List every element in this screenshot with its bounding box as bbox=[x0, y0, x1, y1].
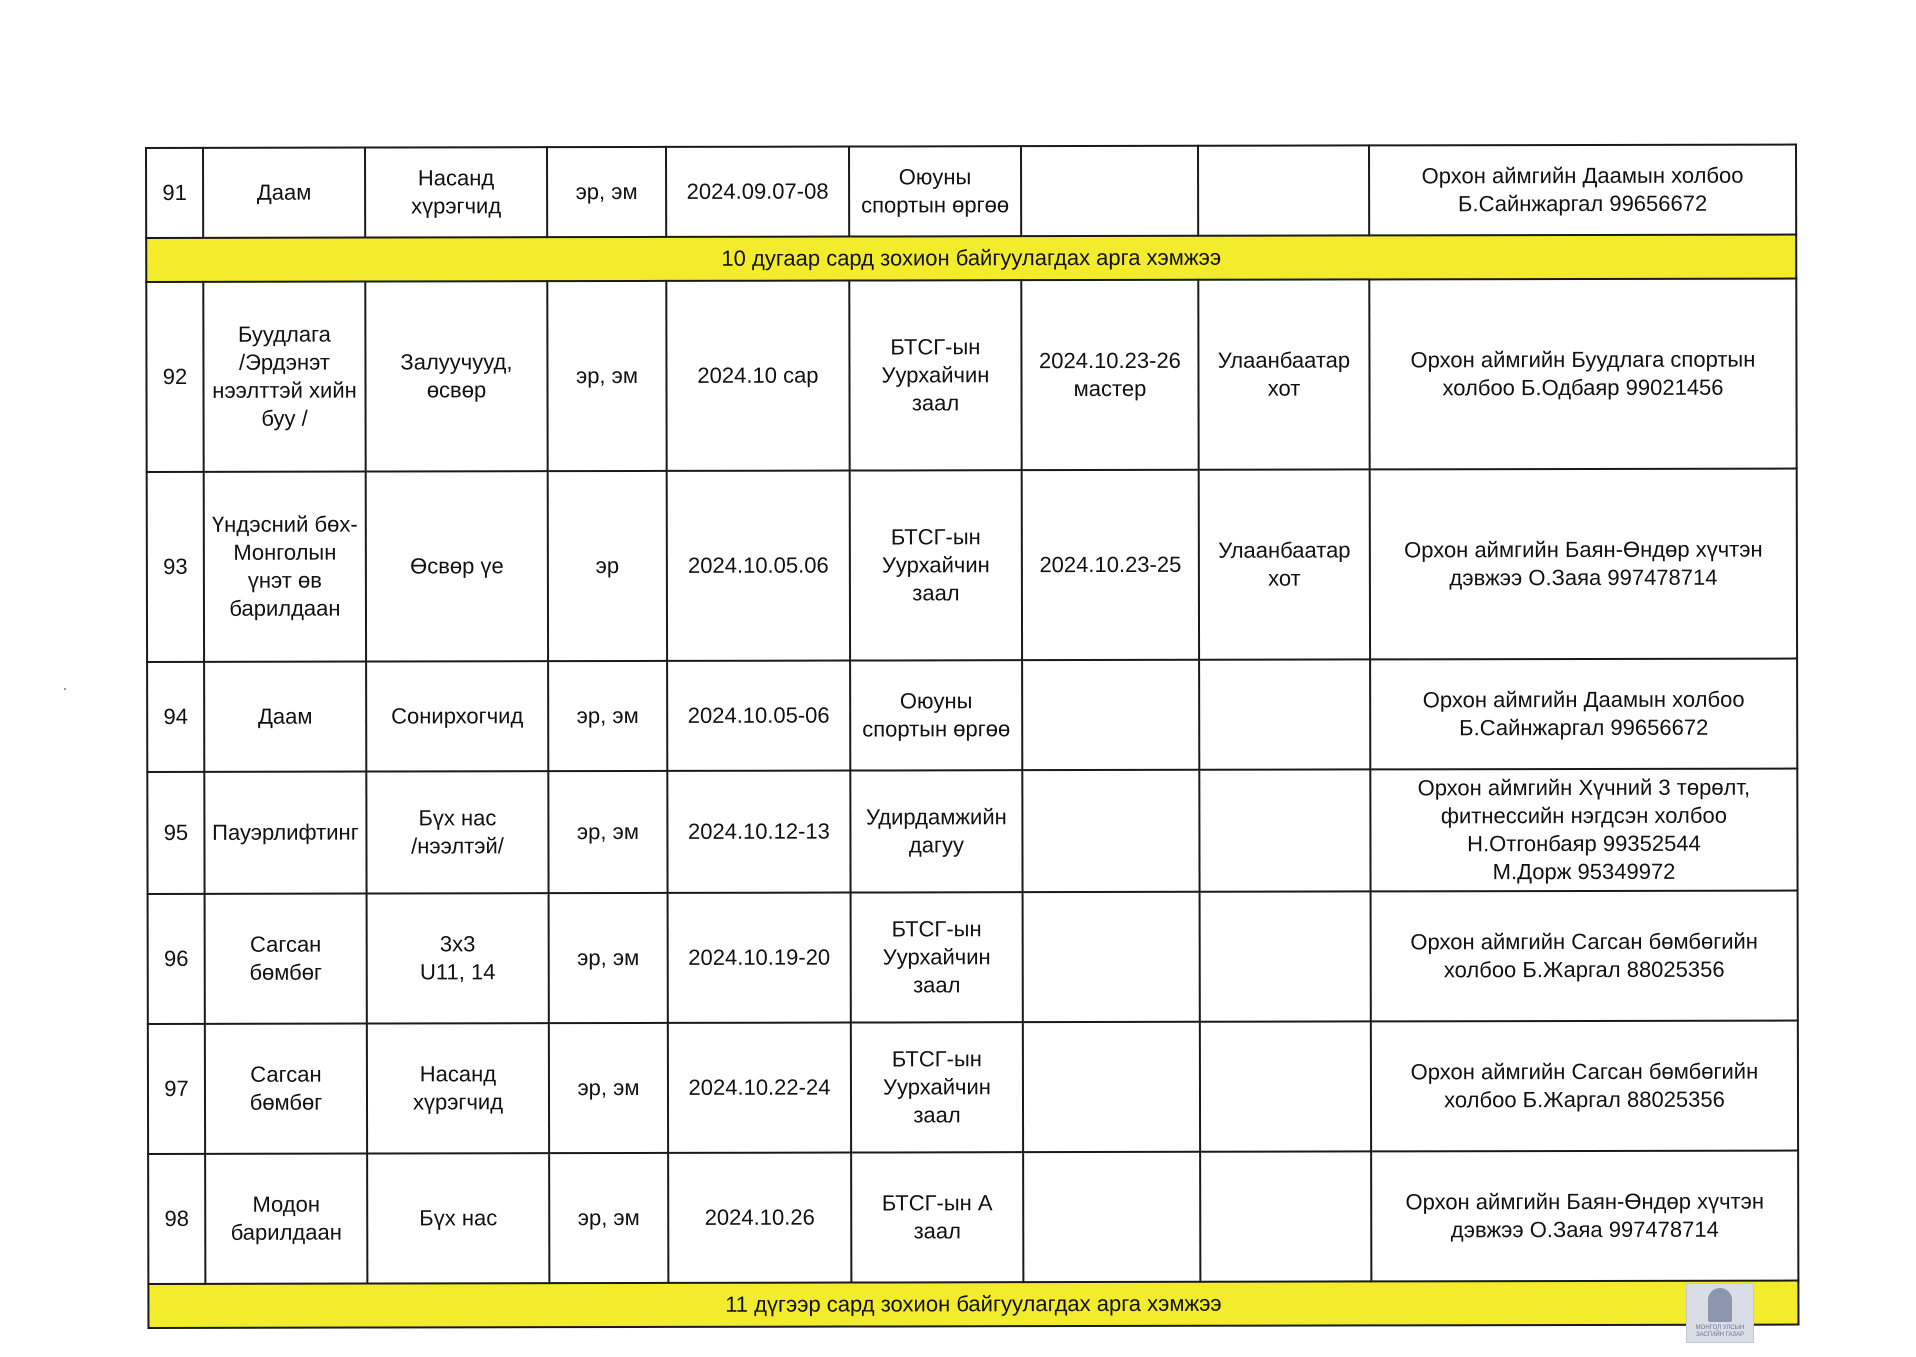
cell-gender: эр bbox=[548, 471, 667, 661]
cell-venue: БТСГ-ын Уурхайчин заал bbox=[850, 470, 1022, 660]
cell-date: 2024.10 сар bbox=[666, 281, 849, 471]
cell-gender: эр, эм bbox=[547, 147, 666, 237]
cell-venue: Оюуны спортын өргөө bbox=[850, 660, 1022, 770]
events-table bbox=[145, 144, 1799, 1329]
cell-higher-date bbox=[1023, 1152, 1200, 1282]
cell-gender: эр, эм bbox=[549, 1023, 668, 1153]
month-header-october: 10 дугаар сард зохион байгуулагдах арга хэмжээ bbox=[146, 235, 1796, 282]
table-row bbox=[147, 469, 1797, 662]
table-row bbox=[148, 891, 1798, 1024]
cell-gender: эр, эм bbox=[547, 281, 666, 471]
cell-organizer: Орхон аймгийн Даамын холбоо Б.Сайнжаргал 99656672 bbox=[1370, 659, 1797, 770]
cell-organizer: Орхон аймгийн Сагсан бөмбөгийн холбоо Б.Жаргал 88025356 bbox=[1371, 891, 1798, 1022]
table-row bbox=[147, 769, 1797, 894]
table-row bbox=[148, 1021, 1798, 1154]
cell-number: 91 bbox=[146, 148, 203, 238]
table-row bbox=[146, 279, 1796, 472]
cell-higher-date bbox=[1022, 660, 1199, 770]
cell-gender: эр, эм bbox=[549, 893, 668, 1023]
table-row bbox=[148, 1151, 1798, 1284]
cell-higher-place bbox=[1200, 1151, 1371, 1281]
cell-participants: Насанд хүрэгчид bbox=[367, 1023, 549, 1153]
cell-higher-place bbox=[1200, 1021, 1371, 1151]
cell-organizer: Орхон аймгийн Даамын холбоо Б.Сайнжаргал 99656672 bbox=[1369, 145, 1796, 236]
cell-organizer: Орхон аймгийн Буудлага спортын холбоо Б.Одбаяр 99021456 bbox=[1369, 279, 1796, 470]
cell-date: 2024.09.07-08 bbox=[666, 147, 849, 237]
cell-venue: Оюуны спортын өргөө bbox=[849, 146, 1021, 236]
cell-venue: БТСГ-ын А заал bbox=[851, 1152, 1023, 1282]
cell-sport: Буудлага /Эрдэнэт нээлттэй хийн буу / bbox=[203, 282, 365, 472]
cell-number: 97 bbox=[148, 1024, 205, 1154]
cell-number: 98 bbox=[148, 1154, 205, 1284]
cell-number: 93 bbox=[147, 472, 204, 662]
cell-sport: Даам bbox=[204, 662, 366, 772]
cell-higher-date bbox=[1021, 146, 1198, 236]
scan-speck bbox=[64, 688, 66, 690]
cell-date: 2024.10.22-24 bbox=[668, 1023, 851, 1153]
cell-sport: Сагсан бөмбөг bbox=[205, 894, 367, 1024]
cell-gender: эр, эм bbox=[549, 1153, 668, 1283]
cell-organizer: Орхон аймгийн Баян-Өндөр хүчтэн дэвжээ О.Заяа 997478714 bbox=[1370, 469, 1797, 660]
cell-sport: Пауэрлифтинг bbox=[204, 772, 366, 894]
cell-sport: Сагсан бөмбөг bbox=[205, 1024, 367, 1154]
cell-organizer: Орхон аймгийн Хүчний 3 төрөлт, фитнессийн нэгдсэн холбоо Н.Отгонбаяр 99352544 М.Дорж 95349972 bbox=[1370, 769, 1797, 892]
cell-higher-place bbox=[1199, 659, 1370, 769]
cell-number: 92 bbox=[146, 282, 203, 472]
cell-higher-date bbox=[1022, 770, 1199, 892]
cell-higher-place bbox=[1198, 145, 1369, 235]
cell-higher-date bbox=[1023, 892, 1200, 1022]
emblem-caption: МОНГОЛ УЛСЫН ЗАСГИЙН ГАЗАР bbox=[1695, 1325, 1745, 1338]
table-row bbox=[146, 145, 1796, 238]
cell-participants: 3х3 U11, 14 bbox=[367, 893, 549, 1023]
cell-participants: Насанд хүрэгчид bbox=[365, 147, 547, 237]
cell-participants: Бүх нас /нээлтэй/ bbox=[366, 771, 548, 893]
cell-organizer: Орхон аймгийн Баян-Өндөр хүчтэн дэвжээ О.Заяа 997478714 bbox=[1371, 1151, 1798, 1282]
cell-sport: Үндэсний бөх- Монголын үнэт өв барилдаан bbox=[204, 472, 366, 662]
cell-higher-place bbox=[1199, 769, 1370, 891]
emblem-mark bbox=[1708, 1288, 1732, 1322]
cell-organizer: Орхон аймгийн Сагсан бөмбөгийн холбоо Б.Жаргал 88025356 bbox=[1371, 1021, 1798, 1152]
cell-participants: Өсвөр үе bbox=[366, 471, 548, 661]
cell-sport: Даам bbox=[203, 148, 365, 238]
cell-date: 2024.10.05.06 bbox=[667, 471, 850, 661]
month-header-november: 11 дүгээр сард зохион байгуулагдах арга хэмжээ bbox=[148, 1281, 1798, 1328]
cell-higher-date: 2024.10.23-26 мастер bbox=[1021, 280, 1198, 470]
cell-number: 95 bbox=[147, 772, 204, 894]
cell-date: 2024.10.26 bbox=[668, 1153, 851, 1283]
cell-venue: Удирдамжийн дагуу bbox=[850, 770, 1022, 892]
cell-number: 94 bbox=[147, 662, 204, 772]
month-header-row bbox=[146, 235, 1796, 282]
cell-participants: Сонирхогчид bbox=[366, 661, 548, 771]
cell-higher-date bbox=[1023, 1022, 1200, 1152]
cell-sport: Модон барилдаан bbox=[205, 1154, 367, 1284]
cell-higher-place bbox=[1200, 891, 1371, 1021]
cell-participants: Бүх нас bbox=[367, 1153, 549, 1283]
cell-higher-place: Улаанбаатар хот bbox=[1199, 469, 1370, 659]
cell-higher-date: 2024.10.23-25 bbox=[1022, 470, 1199, 660]
cell-date: 2024.10.19-20 bbox=[668, 893, 851, 1023]
cell-date: 2024.10.12-13 bbox=[667, 771, 850, 893]
cell-gender: эр, эм bbox=[548, 771, 667, 893]
cell-number: 96 bbox=[148, 894, 205, 1024]
soyombo-emblem-icon bbox=[1686, 1283, 1754, 1343]
cell-venue: БТСГ-ын Уурхайчин заал bbox=[851, 892, 1023, 1022]
cell-venue: БТСГ-ын Уурхайчин заал bbox=[849, 280, 1021, 470]
cell-participants: Залуучууд, өсвөр bbox=[365, 281, 547, 471]
table-row bbox=[147, 659, 1797, 772]
cell-higher-place: Улаанбаатар хот bbox=[1198, 279, 1369, 469]
cell-date: 2024.10.05-06 bbox=[667, 661, 850, 771]
month-header-row bbox=[148, 1281, 1798, 1328]
cell-venue: БТСГ-ын Уурхайчин заал bbox=[851, 1022, 1023, 1152]
cell-gender: эр, эм bbox=[548, 661, 667, 771]
